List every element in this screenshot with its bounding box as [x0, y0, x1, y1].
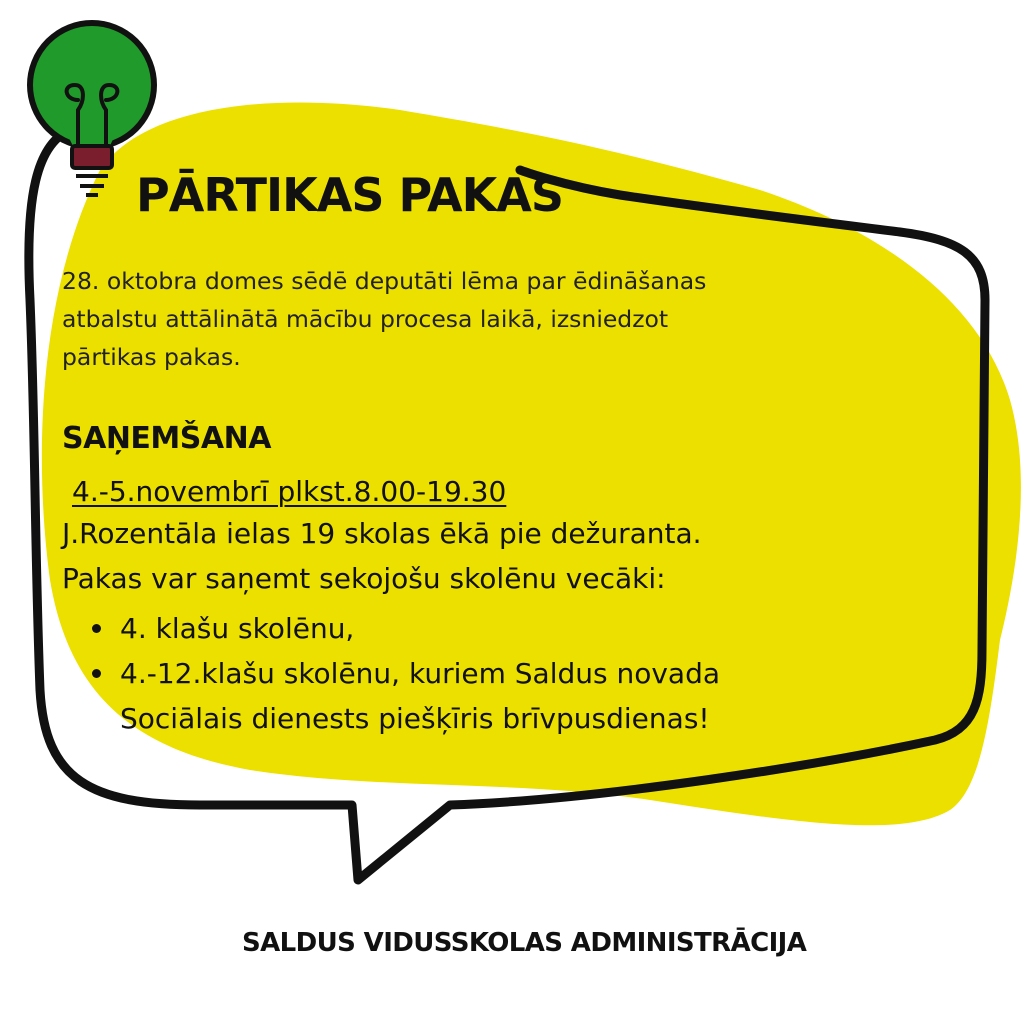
- pickup-location: J.Rozentāla ielas 19 skolas ēkā pie dežuranta.: [62, 517, 702, 550]
- intro-line: 28. oktobra domes sēdē deputāti lēma par ēdināšanas: [62, 267, 707, 295]
- intro-line: atbalstu attālinātā mācību procesa laikā, izsniedzot: [62, 305, 669, 333]
- bullet-icon: [92, 624, 101, 633]
- list-item: [88, 606, 720, 651]
- page-title: PĀRTIKAS PAKAS: [136, 168, 564, 222]
- footer-signature: SALDUS VIDUSSKOLAS ADMINISTRĀCIJA: [242, 928, 807, 958]
- eligibility-intro: Pakas var saņemt sekojošu skolēnu vecāki:: [62, 562, 666, 595]
- list-item-text: 4.-12.klašu skolēnu, kuriem Saldus novada: [120, 657, 721, 690]
- intro-line: pārtikas pakas.: [62, 343, 241, 371]
- list-item-text-continued: Sociālais dienests piešķīris brīvpusdienas!: [120, 702, 710, 735]
- list-item: [88, 651, 720, 741]
- intro-paragraph: [62, 262, 922, 376]
- list-item-text: 4. klašu skolēnu,: [120, 612, 355, 645]
- eligibility-list: [88, 606, 720, 741]
- pickup-date: 4.-5.novembrī plkst.8.00-19.30: [72, 475, 507, 508]
- section-heading: SAŅEMŠANA: [62, 421, 271, 456]
- bullet-icon: [92, 669, 101, 678]
